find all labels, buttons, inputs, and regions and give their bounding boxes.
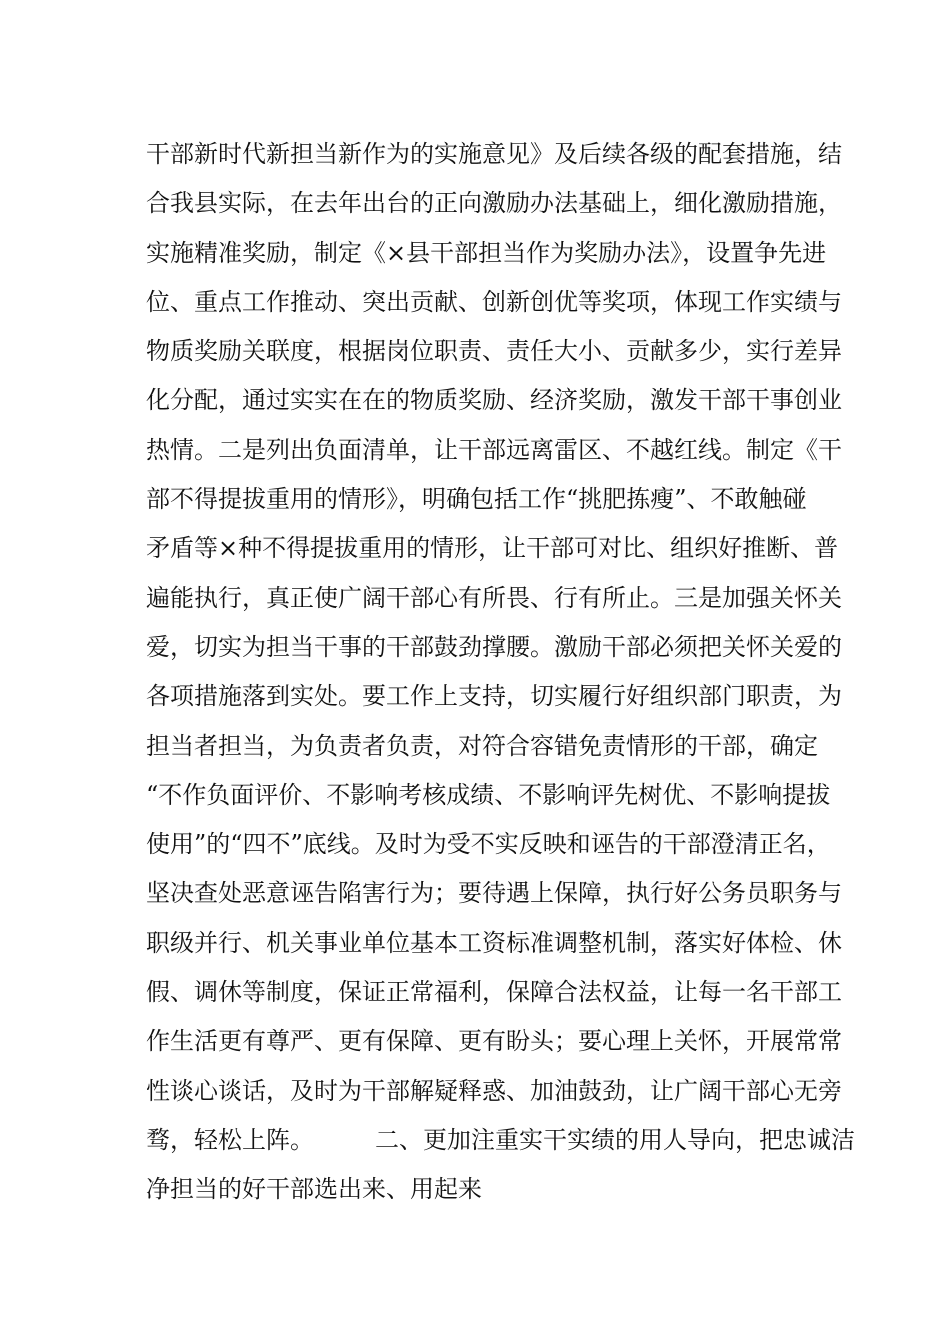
text-line: 假、调休等制度，保证正常福利，保障合法权益，让每一名干部工 (146, 978, 842, 1007)
text-line: 性谈心谈话，及时为干部解疑释惑、加油鼓劲，让广阔干部心无旁 (146, 1076, 842, 1105)
body-text (146, 130, 856, 1215)
text-line: 职级并行、机关事业单位基本工资标准调整机制，落实好体检、休 (146, 928, 842, 957)
text-line: 使用”的“四不”底线。及时为受不实反映和诬告的干部澄清正名， (146, 830, 831, 859)
text-line: 干部新时代新担当新作为的实施意见》及后续各级的配套措施，结 (146, 140, 842, 168)
text-line: 热情。二是列出负面清单，让干部远离雷区、不越红线。制定《干 (146, 435, 842, 464)
text-line: 物质奖励关联度，根据岗位职责、责任大小、贡献多少，实行差异 (146, 337, 842, 366)
text-line: “不作负面评价、不影响考核成绩、不影响评先树优、不影响提拔 (146, 780, 831, 809)
text-line: 合我县实际，在去年出台的正向激励办法基础上，细化激励措施， (146, 189, 842, 218)
text-line: 担当者担当，为负责者负责，对符合容错免责情形的干部，确定 (146, 731, 818, 760)
text-line: 各项措施落到实处。要工作上支持，切实履行好组织部门职责，为 (146, 682, 842, 711)
text-line: 位、重点工作推动、突出贡献、创新创优等奖项，体现工作实绩与 (146, 287, 842, 316)
text-line: 部不得提拔重用的情形》，明确包括工作“挑肥拣瘦”、不敢触碰 (146, 485, 807, 514)
text-line: 爱，切实为担当干事的干部鼓劲撑腰。激励干部必须把关怀关爱的 (146, 632, 842, 661)
text-line: 化分配，通过实实在在的物质奖励、经济奖励，激发干部干事创业 (146, 386, 842, 415)
text-line: 矛盾等×种不得提拔重用的情形，让干部可对比、组织好推断、普 (146, 534, 839, 563)
text-line: 净担当的好干部选出来、用起来 (146, 1175, 482, 1204)
text-line: 作生活更有尊严、更有保障、更有盼头；要心理上关怀，开展常常 (146, 1027, 842, 1056)
text-line: 骛，轻松上阵。 二、更加注重实干实绩的用人导向，把忠诚洁 (146, 1125, 856, 1154)
text-line: 遍能执行，真正使广阔干部心有所畏、行有所止。三是加强关怀关 (146, 583, 842, 612)
text-line: 坚决查处恶意诬告陷害行为；要待遇上保障，执行好公务员职务与 (146, 879, 842, 908)
text-line: 实施精准奖励，制定《×县干部担当作为奖励办法》，设置争先进 (146, 238, 827, 267)
